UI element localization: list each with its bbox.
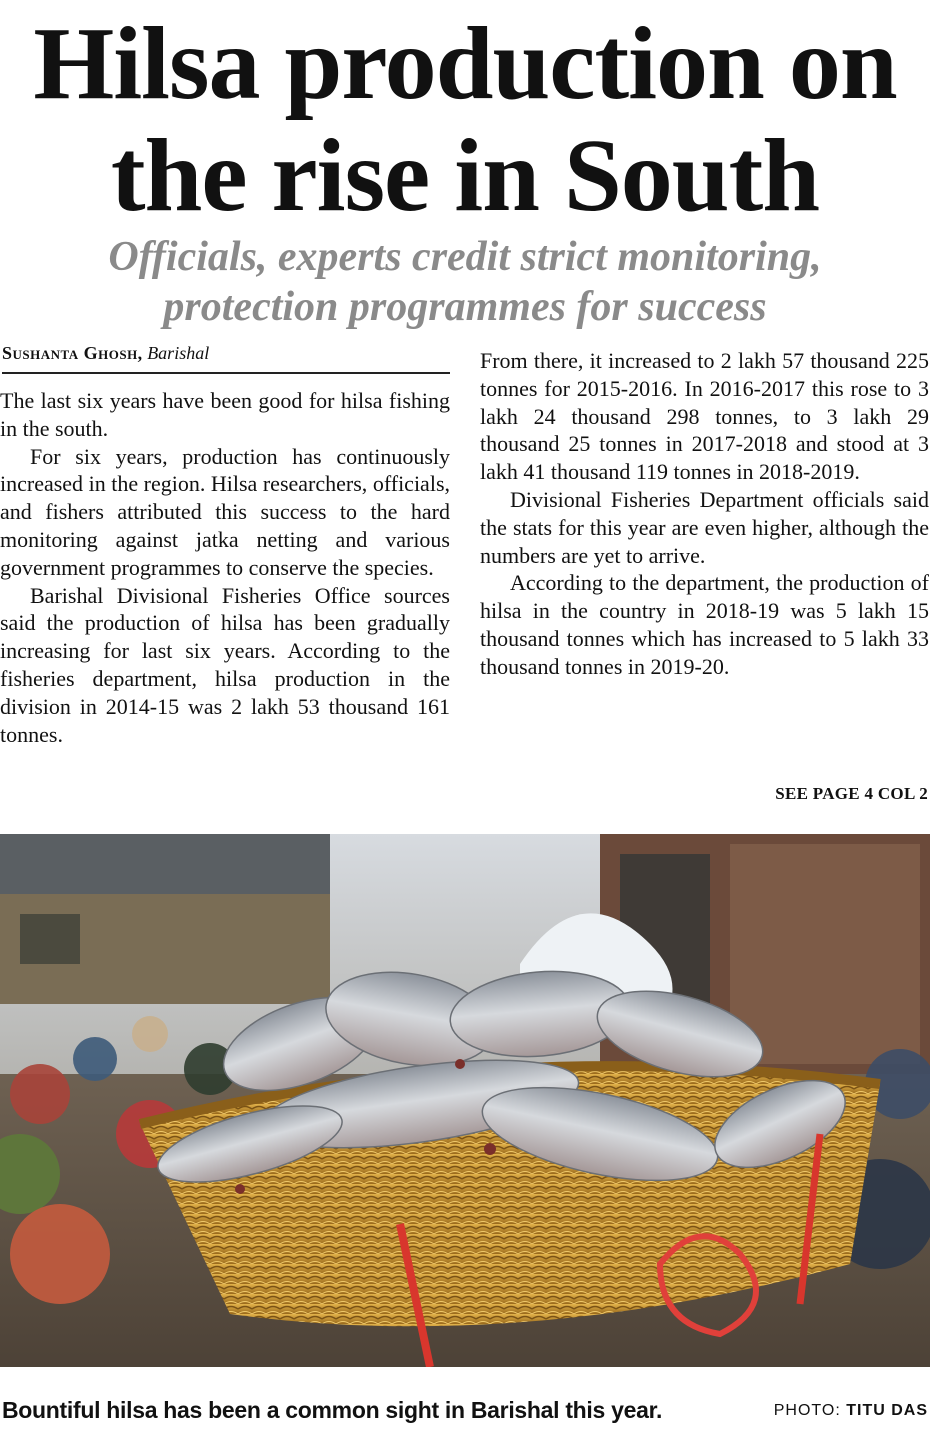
subheadline-line-1: Officials, experts credit strict monitoring, bbox=[108, 234, 822, 280]
news-photo bbox=[0, 834, 930, 1367]
paragraph: The last six years have been good for hilsa fishing in the south. bbox=[0, 388, 450, 441]
byline-location: Barishal bbox=[147, 343, 210, 363]
photo-credit-label: PHOTO: bbox=[773, 1402, 841, 1419]
byline bbox=[2, 342, 450, 374]
headline bbox=[0, 8, 930, 232]
hilsa-basket-illustration bbox=[0, 834, 930, 1367]
subheadline bbox=[0, 232, 930, 332]
paragraph: Barishal Divisional Fisheries Office sources said the production of hilsa has been gradually increasing for last six years. According to the fisheries department, hilsa production in the division in 2014-15 was 2 lakh 53 thousand 161 tonnes. bbox=[0, 582, 450, 747]
paragraph: From there, it increased to 2 lakh 57 thousand 225 tonnes for 2015-2016. In 2016-2017 this rose to 3 lakh 24 thousand 298 tonnes, to 3 lakh 29 thousand 25 tonnes in 2017-2018 and stood at 3 lakh 41 thousand 119 tonnes in 2018-2019. bbox=[480, 348, 929, 485]
article-column-1 bbox=[0, 387, 450, 748]
paragraph: For six years, production has continuously increased in the region. Hilsa researchers, officials, and fishers attributed this success to the hard monitoring against jatka netting and various government programmes to conserve the species. bbox=[0, 443, 450, 580]
photo-credit bbox=[774, 1402, 928, 1420]
headline-line-1: Hilsa production on bbox=[33, 6, 897, 121]
photo-credit-name: TITU DAS bbox=[846, 1402, 928, 1419]
headline-line-2: the rise in South bbox=[110, 118, 820, 233]
subheadline-line-2: protection programmes for success bbox=[163, 284, 767, 330]
paragraph: According to the department, the production of hilsa in the country in 2018-19 was 5 lakh 15 thousand tonnes which has increased to 5 lakh 33 thousand tonnes in 2019-20. bbox=[480, 570, 929, 679]
byline-author: Sushanta Ghosh, bbox=[2, 343, 143, 363]
continued-on-page-link[interactable]: SEE PAGE 4 COL 2 bbox=[775, 784, 928, 803]
article-column-2 bbox=[480, 347, 929, 681]
paragraph: Divisional Fisheries Department officials said the stats for this year are even higher, although the numbers are yet to arrive. bbox=[480, 486, 929, 568]
photo-caption: Bountiful hilsa has been a common sight in Barishal this year. bbox=[2, 1397, 663, 1423]
